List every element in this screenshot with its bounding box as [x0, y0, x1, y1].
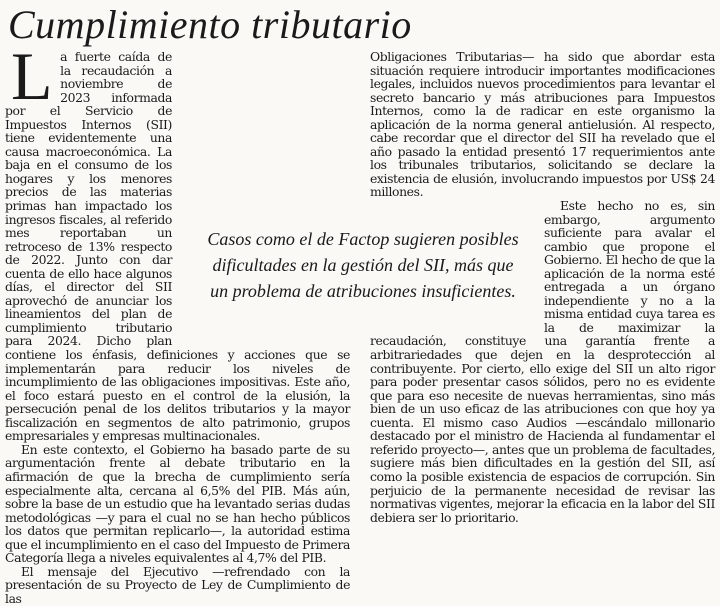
left-paragraph-1-text: a fuerte caída de la recaudación a noviembre de 2023 informada por el Servicio de Impuestos Internos (SII) tiene evidentemente una causa macroeconómica. La baja en el consumo de los hogares y los menores precios de las materias primas han impactado los ingresos fiscales, al referido mes reportaban un retroceso de 13% respecto de 2022. Junto con dar cuenta de ello hace algunos días, el director del SII aprovechó de anunciar los lineamientos del plan de cumplimiento tributario para 2024. Dicho plan contiene los énfasis, definiciones y acciones que se implementarán para reducir los niveles de incumplimiento de las obligaciones impositivas. Este año, el foco estará puesto en el control de la elusión, la persecución penal de los delitos tributarios y la mayor fiscalización en segmentos de alto patrimonio, grupos empresariales y empresas multinacionales.: [5, 49, 350, 444]
left-paragraph-3: El mensaje del Ejecutivo —refrendado con la presentación de su Proyecto de Ley de Cumplimiento de las: [5, 563, 350, 606]
pull-quote: Casos como el de Factop sugieren posibles dificultades en la gestión del SII, más que un problema de atribuciones insuficientes.: [207, 229, 519, 301]
drop-cap: L: [11, 38, 53, 114]
right-paragraph-2-text: Este hecho no es, sin embargo, argumento suficiente para avalar el cambio que propone el Gobierno. El hecho de que la aplicación de la norma esté entregada a un órgano independiente y no a la misma entidad cuya tarea es la de maximizar la recaudación, constituye una garantía frente a arbitrariedades que dejen en la desprotección al contribuyente. Por cierto, ello exige del SII un alto rigor para poder presentar casos sólidos, pero no es evidente que para eso necesite de nuevas herramientas, sino más bien de un uso eficaz de las atribuciones con que hoy ya cuenta. El mismo caso Audios —escándalo millonario destacado por el ministro de Hacienda al fundamentar el referido proyecto—, antes que un problema de facultades, sugiere más bien dificultades en la gestión del SII, así como la posible existencia de espacios de corrupción. Sin perjuicio de la permanente necesidad de revisar las normativas vigentes, mejorar la eficacia en la labor del SII debiera ser lo prioritario.: [370, 198, 715, 525]
right-paragraph-1: Obligaciones Tributarias— ha sido que abordar esta situación requiere introducir importantes modificaciones legales, incluidos nuevos procedimientos para levantar el secreto bancario y más atribuciones para Impuestos Internos, como la de radicar en este organismo la aplicación de la norma general antielusión. Al respecto, cabe recordar que el director del SII ha revelado que el año pasado la entidad presentó 17 requerimientos ante los tribunales tributarios, solicitando se declare la existencia de elusión, involucrando impuestos por US$ 24 millones.: [370, 49, 715, 200]
left-column: [5, 38, 350, 606]
left-paragraph-2: En este contexto, el Gobierno ha basado parte de su argumentación frente al debate tributario en la afirmación de que la brecha de cumplimiento sería especialmente alta, cercana al 6,5% del PIB. Más aún, sobre la base de un estudio que ha levantado serias dudas metodológicas —y para el cual no se han hecho públicos los datos que permitan replicarlo—, la autoridad estima que el incumplimiento en el caso del Impuesto de Primera Categoría llega a niveles equivalentes al 4,7% del PIB.: [5, 441, 350, 566]
article-title: Cumplimiento tributario: [8, 2, 412, 47]
